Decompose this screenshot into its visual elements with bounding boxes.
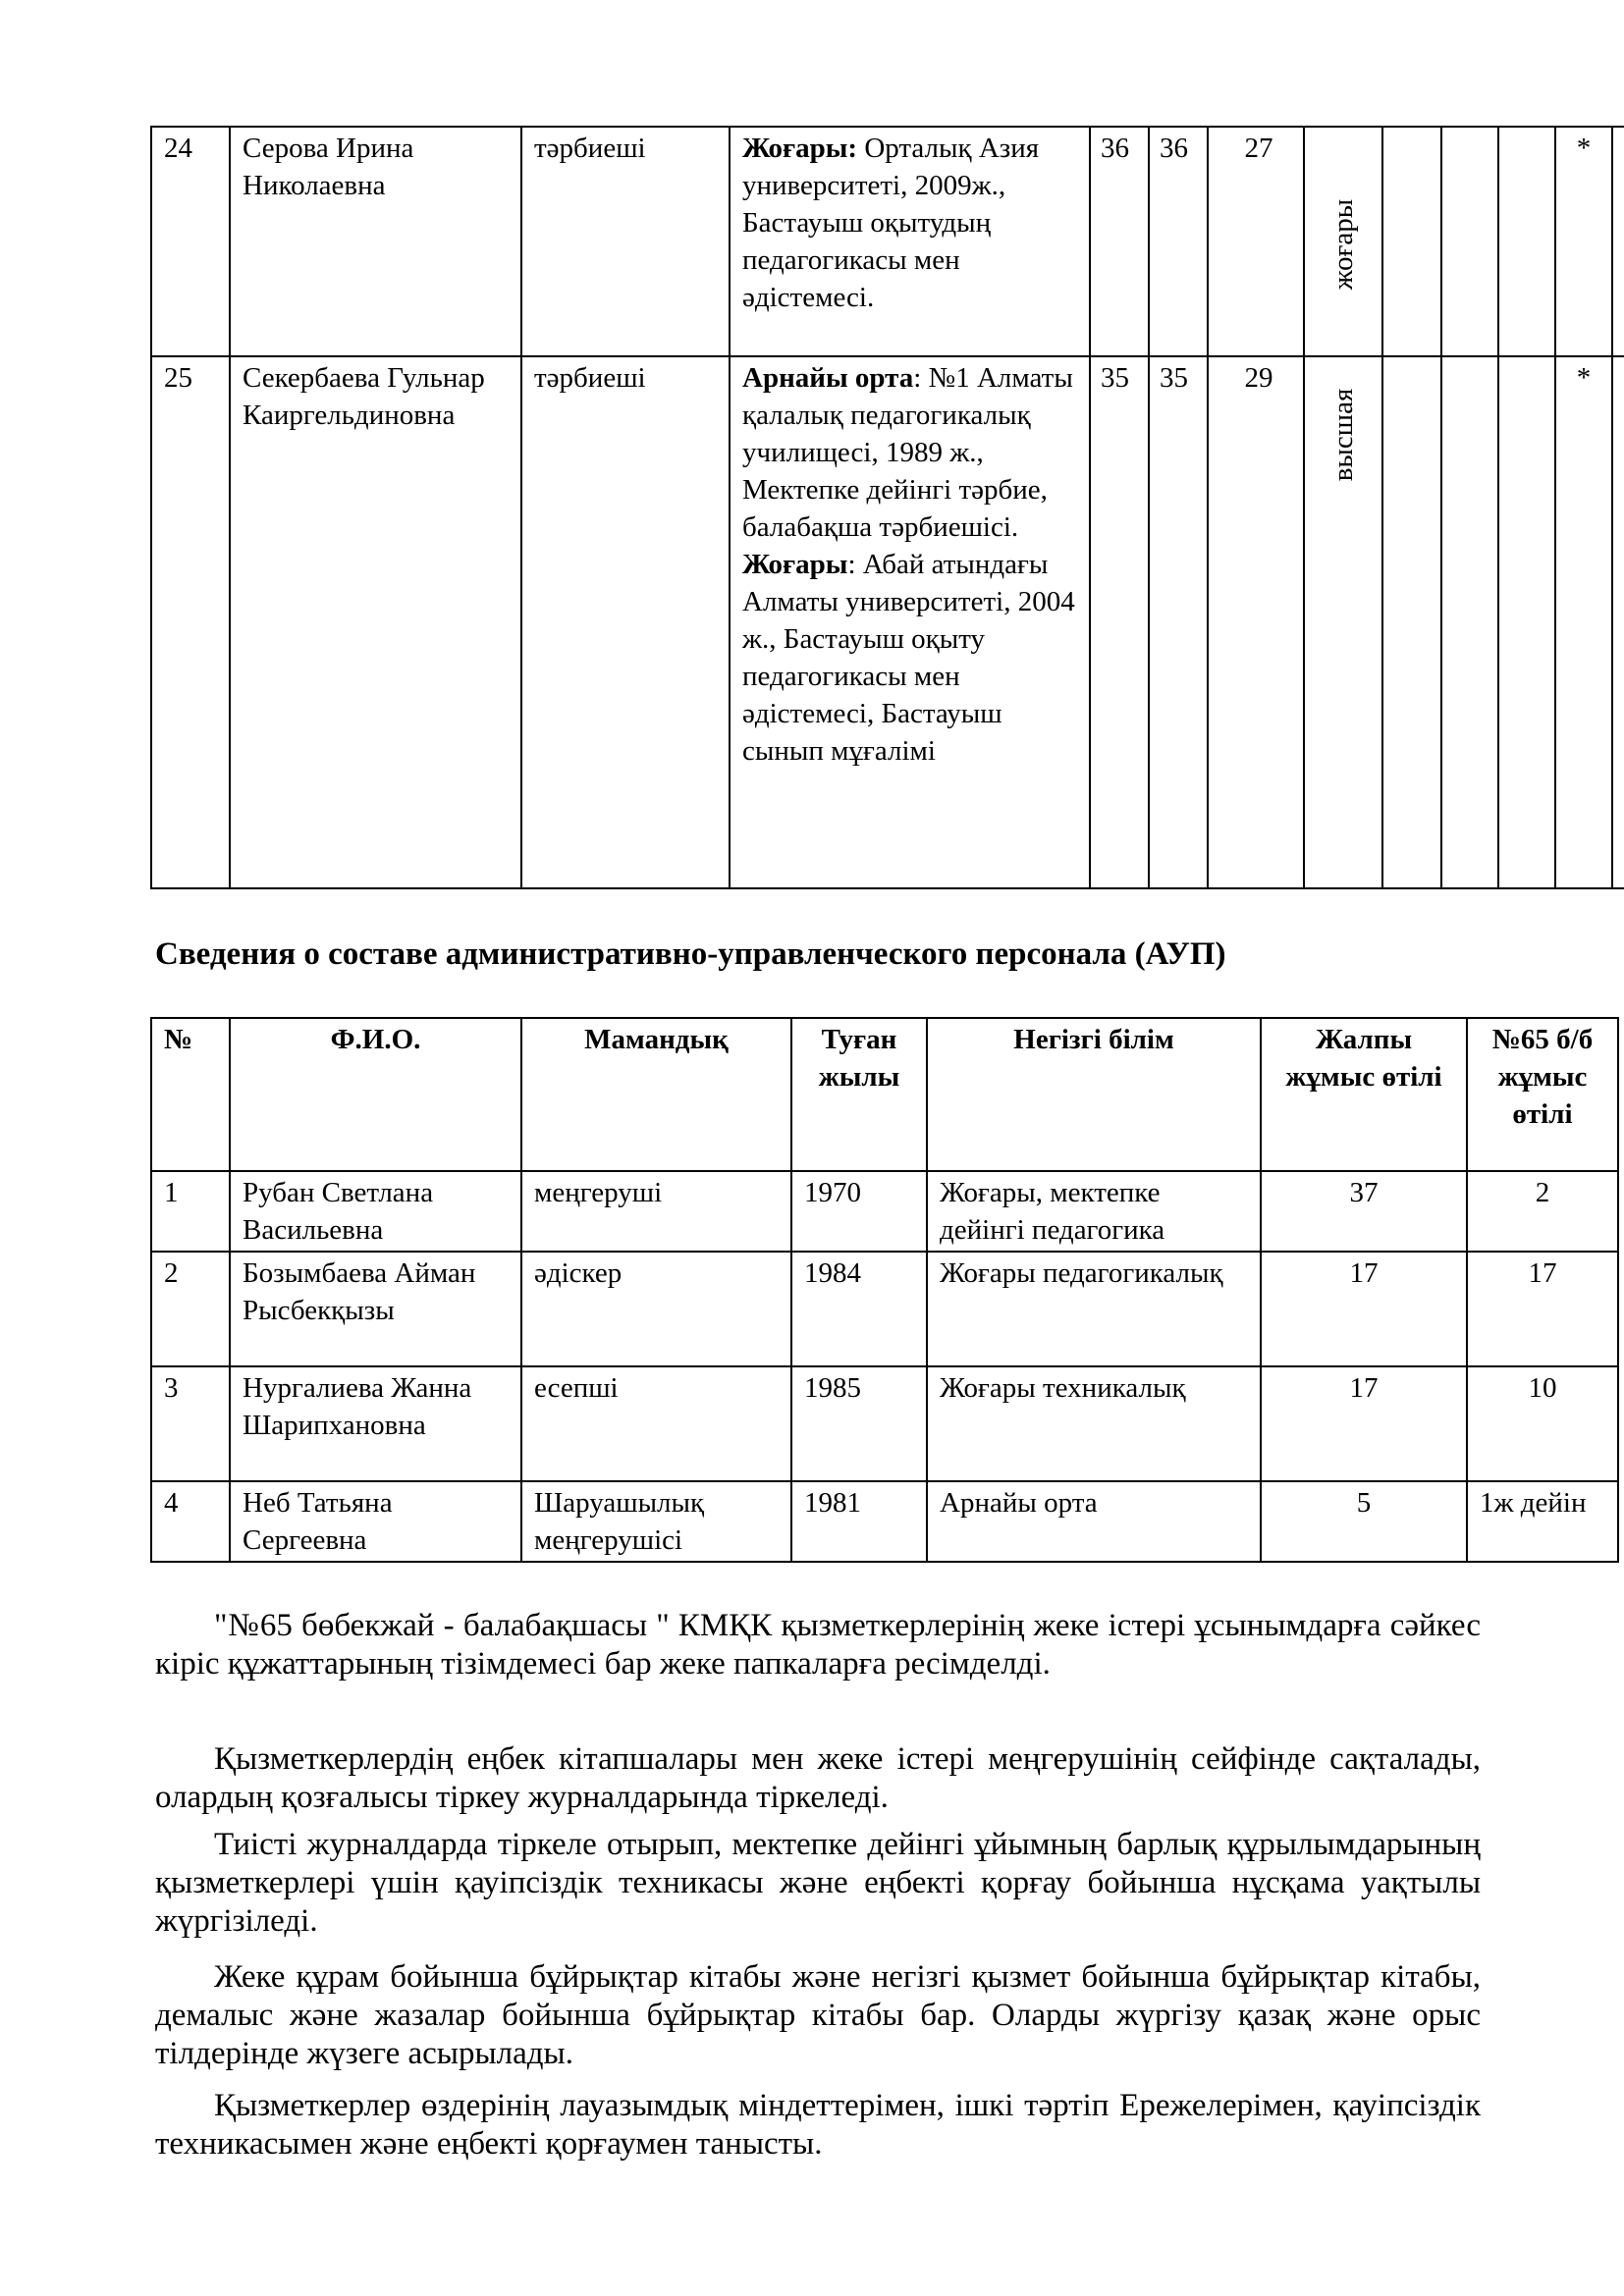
- empty-cell: [1498, 356, 1555, 888]
- category-cell: [1304, 356, 1382, 888]
- row-number: 1: [151, 1171, 230, 1252]
- employee-specialty: Шаруашылық меңгерушісі: [521, 1481, 791, 1562]
- table-header-row: [151, 1018, 1618, 1171]
- local-experience: 17: [1467, 1252, 1618, 1366]
- empty-cell: [1612, 356, 1624, 888]
- empty-cell: [1441, 127, 1498, 356]
- staff-table: [150, 126, 1624, 889]
- base-education: Жоғары техникалық: [927, 1366, 1261, 1481]
- empty-cell: [1382, 356, 1441, 888]
- section-heading: Сведения о составе административно-управленческого персонала (АУП): [155, 936, 1226, 972]
- birth-year: 1970: [791, 1171, 927, 1252]
- category-cell: [1304, 127, 1382, 356]
- total-experience: 37: [1261, 1171, 1467, 1252]
- total-experience: 17: [1261, 1366, 1467, 1481]
- education-details: Орталық Азия университеті, 2009ж., Бастауыш оқытудың педагогикасы мен әдістемесі.: [742, 133, 1040, 313]
- row-number: 24: [151, 127, 230, 356]
- body-paragraph: Жеке құрам бойынша бұйрықтар кітабы және негізгі қызмет бойынша бұйрықтар кітабы, демалыс және жазалар бойынша бұйрықтар кітабы бар. Оларды жүргізу қазақ және орыс тілдерінде жүзеге асырылады.: [155, 1959, 1481, 2071]
- experience-value: 36: [1149, 127, 1208, 356]
- employee-position: тәрбиеші: [521, 356, 730, 888]
- experience-value: 27: [1208, 127, 1304, 356]
- experience-value: 36: [1090, 127, 1149, 356]
- empty-cell: [1441, 356, 1498, 888]
- table-row: [151, 1366, 1618, 1481]
- body-paragraph: Тиісті журналдарда тіркеле отырып, мектепке дейінгі ұйымның барлық құрылымдарының қызметкерлері үшін қауіпсіздік техникасы және еңбекті қорғау бойынша нұсқама уақтылы жүргізіледі.: [155, 1827, 1481, 1939]
- aup-table: [150, 1017, 1619, 1563]
- base-education: Жоғары, мектепке дейінгі педагогика: [927, 1171, 1261, 1252]
- local-experience: 10: [1467, 1366, 1618, 1481]
- column-header: Мамандық: [521, 1018, 791, 1171]
- table-row: [151, 1481, 1618, 1562]
- column-header: Негізгі білім: [927, 1018, 1261, 1171]
- body-paragraph: Қызметкерлердің еңбек кітапшалары мен жеке істері меңгерушінің сейфінде сақталады, олардың қозғалысы тіркеу журналдарында тіркеледі.: [155, 1741, 1481, 1815]
- employee-name: Серова Ирина Николаевна: [230, 127, 521, 356]
- base-education: Арнайы орта: [927, 1481, 1261, 1562]
- mark-cell: *: [1555, 356, 1612, 888]
- category-label: жоғары: [1327, 198, 1359, 291]
- local-experience: 2: [1467, 1171, 1618, 1252]
- base-education: Жоғары педагогикалық: [927, 1252, 1261, 1366]
- employee-specialty: меңгеруші: [521, 1171, 791, 1252]
- table-row: [151, 1252, 1618, 1366]
- experience-value: 29: [1208, 356, 1304, 888]
- birth-year: 1984: [791, 1252, 927, 1366]
- row-number: 25: [151, 356, 230, 888]
- empty-cell: [1382, 127, 1441, 356]
- table-row: [151, 1171, 1618, 1252]
- education-details: : Абай атындағы Алматы университеті, 2004 ж., Бастауыш оқыту педагогикасы мен әдістемесі, Бастауыш сынып мұғалімі: [742, 549, 1075, 767]
- experience-value: 35: [1149, 356, 1208, 888]
- category-label: высшая: [1327, 388, 1359, 482]
- column-header: №65 б/б жұмыс өтілі: [1467, 1018, 1618, 1171]
- employee-name: Секербаева Гульнар Каиргельдиновна: [230, 356, 521, 888]
- row-number: 4: [151, 1481, 230, 1562]
- row-number: 3: [151, 1366, 230, 1481]
- column-header: Ф.И.О.: [230, 1018, 521, 1171]
- empty-cell: [1498, 127, 1555, 356]
- employee-name: Нургалиева Жанна Шарипхановна: [230, 1366, 521, 1481]
- employee-name: Рубан Светлана Васильевна: [230, 1171, 521, 1252]
- employee-specialty: әдіскер: [521, 1252, 791, 1366]
- total-experience: 17: [1261, 1252, 1467, 1366]
- body-paragraph: Қызметкерлер өздерінің лауазымдық міндеттерімен, ішкі тәртіп Ережелерімен, қауіпсіздік техникасымен және еңбекті қорғаумен танысты.: [155, 2088, 1481, 2162]
- employee-position: тәрбиеші: [521, 127, 730, 356]
- education-level: Арнайы орта: [742, 362, 914, 394]
- column-header: Жалпы жұмыс өтілі: [1261, 1018, 1467, 1171]
- column-header: №: [151, 1018, 230, 1171]
- mark-cell: *: [1555, 127, 1612, 356]
- column-header: Туған жылы: [791, 1018, 927, 1171]
- table-row: [151, 356, 1624, 888]
- employee-education: [730, 356, 1090, 888]
- empty-cell: [1612, 127, 1624, 356]
- education-level: Жоғары:: [742, 133, 858, 164]
- birth-year: 1985: [791, 1366, 927, 1481]
- employee-education: [730, 127, 1090, 356]
- body-paragraph: "№65 бөбекжай - балабақшасы " КМҚК қызметкерлерінің жеке істері ұсынымдарға сәйкес кіріс құжаттарының тізімдемесі бар жеке папкаларға ресімделді.: [155, 1608, 1481, 1682]
- table-row: [151, 127, 1624, 356]
- total-experience: 5: [1261, 1481, 1467, 1562]
- education-details: : №1 Алматы қалалық педагогикалық училищесі, 1989 ж., Мектепке дейінгі тәрбие, балабақша тәрбиешісі.: [742, 362, 1073, 543]
- row-number: 2: [151, 1252, 230, 1366]
- employee-specialty: есепші: [521, 1366, 791, 1481]
- experience-value: 35: [1090, 356, 1149, 888]
- birth-year: 1981: [791, 1481, 927, 1562]
- employee-name: Бозымбаева Айман Рысбекқызы: [230, 1252, 521, 1366]
- local-experience: 1ж дейін: [1467, 1481, 1618, 1562]
- employee-name: Неб Татьяна Сергеевна: [230, 1481, 521, 1562]
- education-level: Жоғары: [742, 549, 848, 580]
